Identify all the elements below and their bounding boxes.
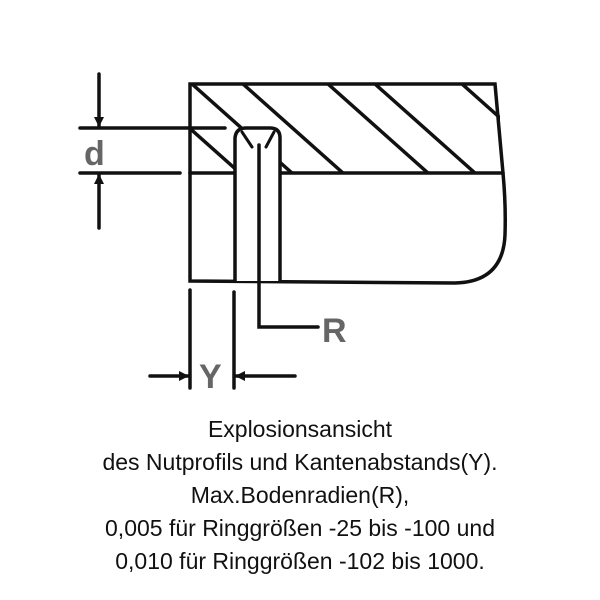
caption [0,413,600,578]
d-label: d [84,135,105,173]
R-label: R [322,312,347,350]
caption-line: 0,010 für Ringgrößen -102 bis 1000. [115,548,485,574]
caption-line: Explosionsansicht [207,416,393,442]
Y-label: Y [199,358,222,396]
caption-line: des Nutprofils und Kantenabstands(Y). [102,449,498,475]
caption-line: 0,005 für Ringgrößen -25 bis -100 und [105,515,495,541]
caption-line: Max.Bodenradien(R), [190,482,410,508]
